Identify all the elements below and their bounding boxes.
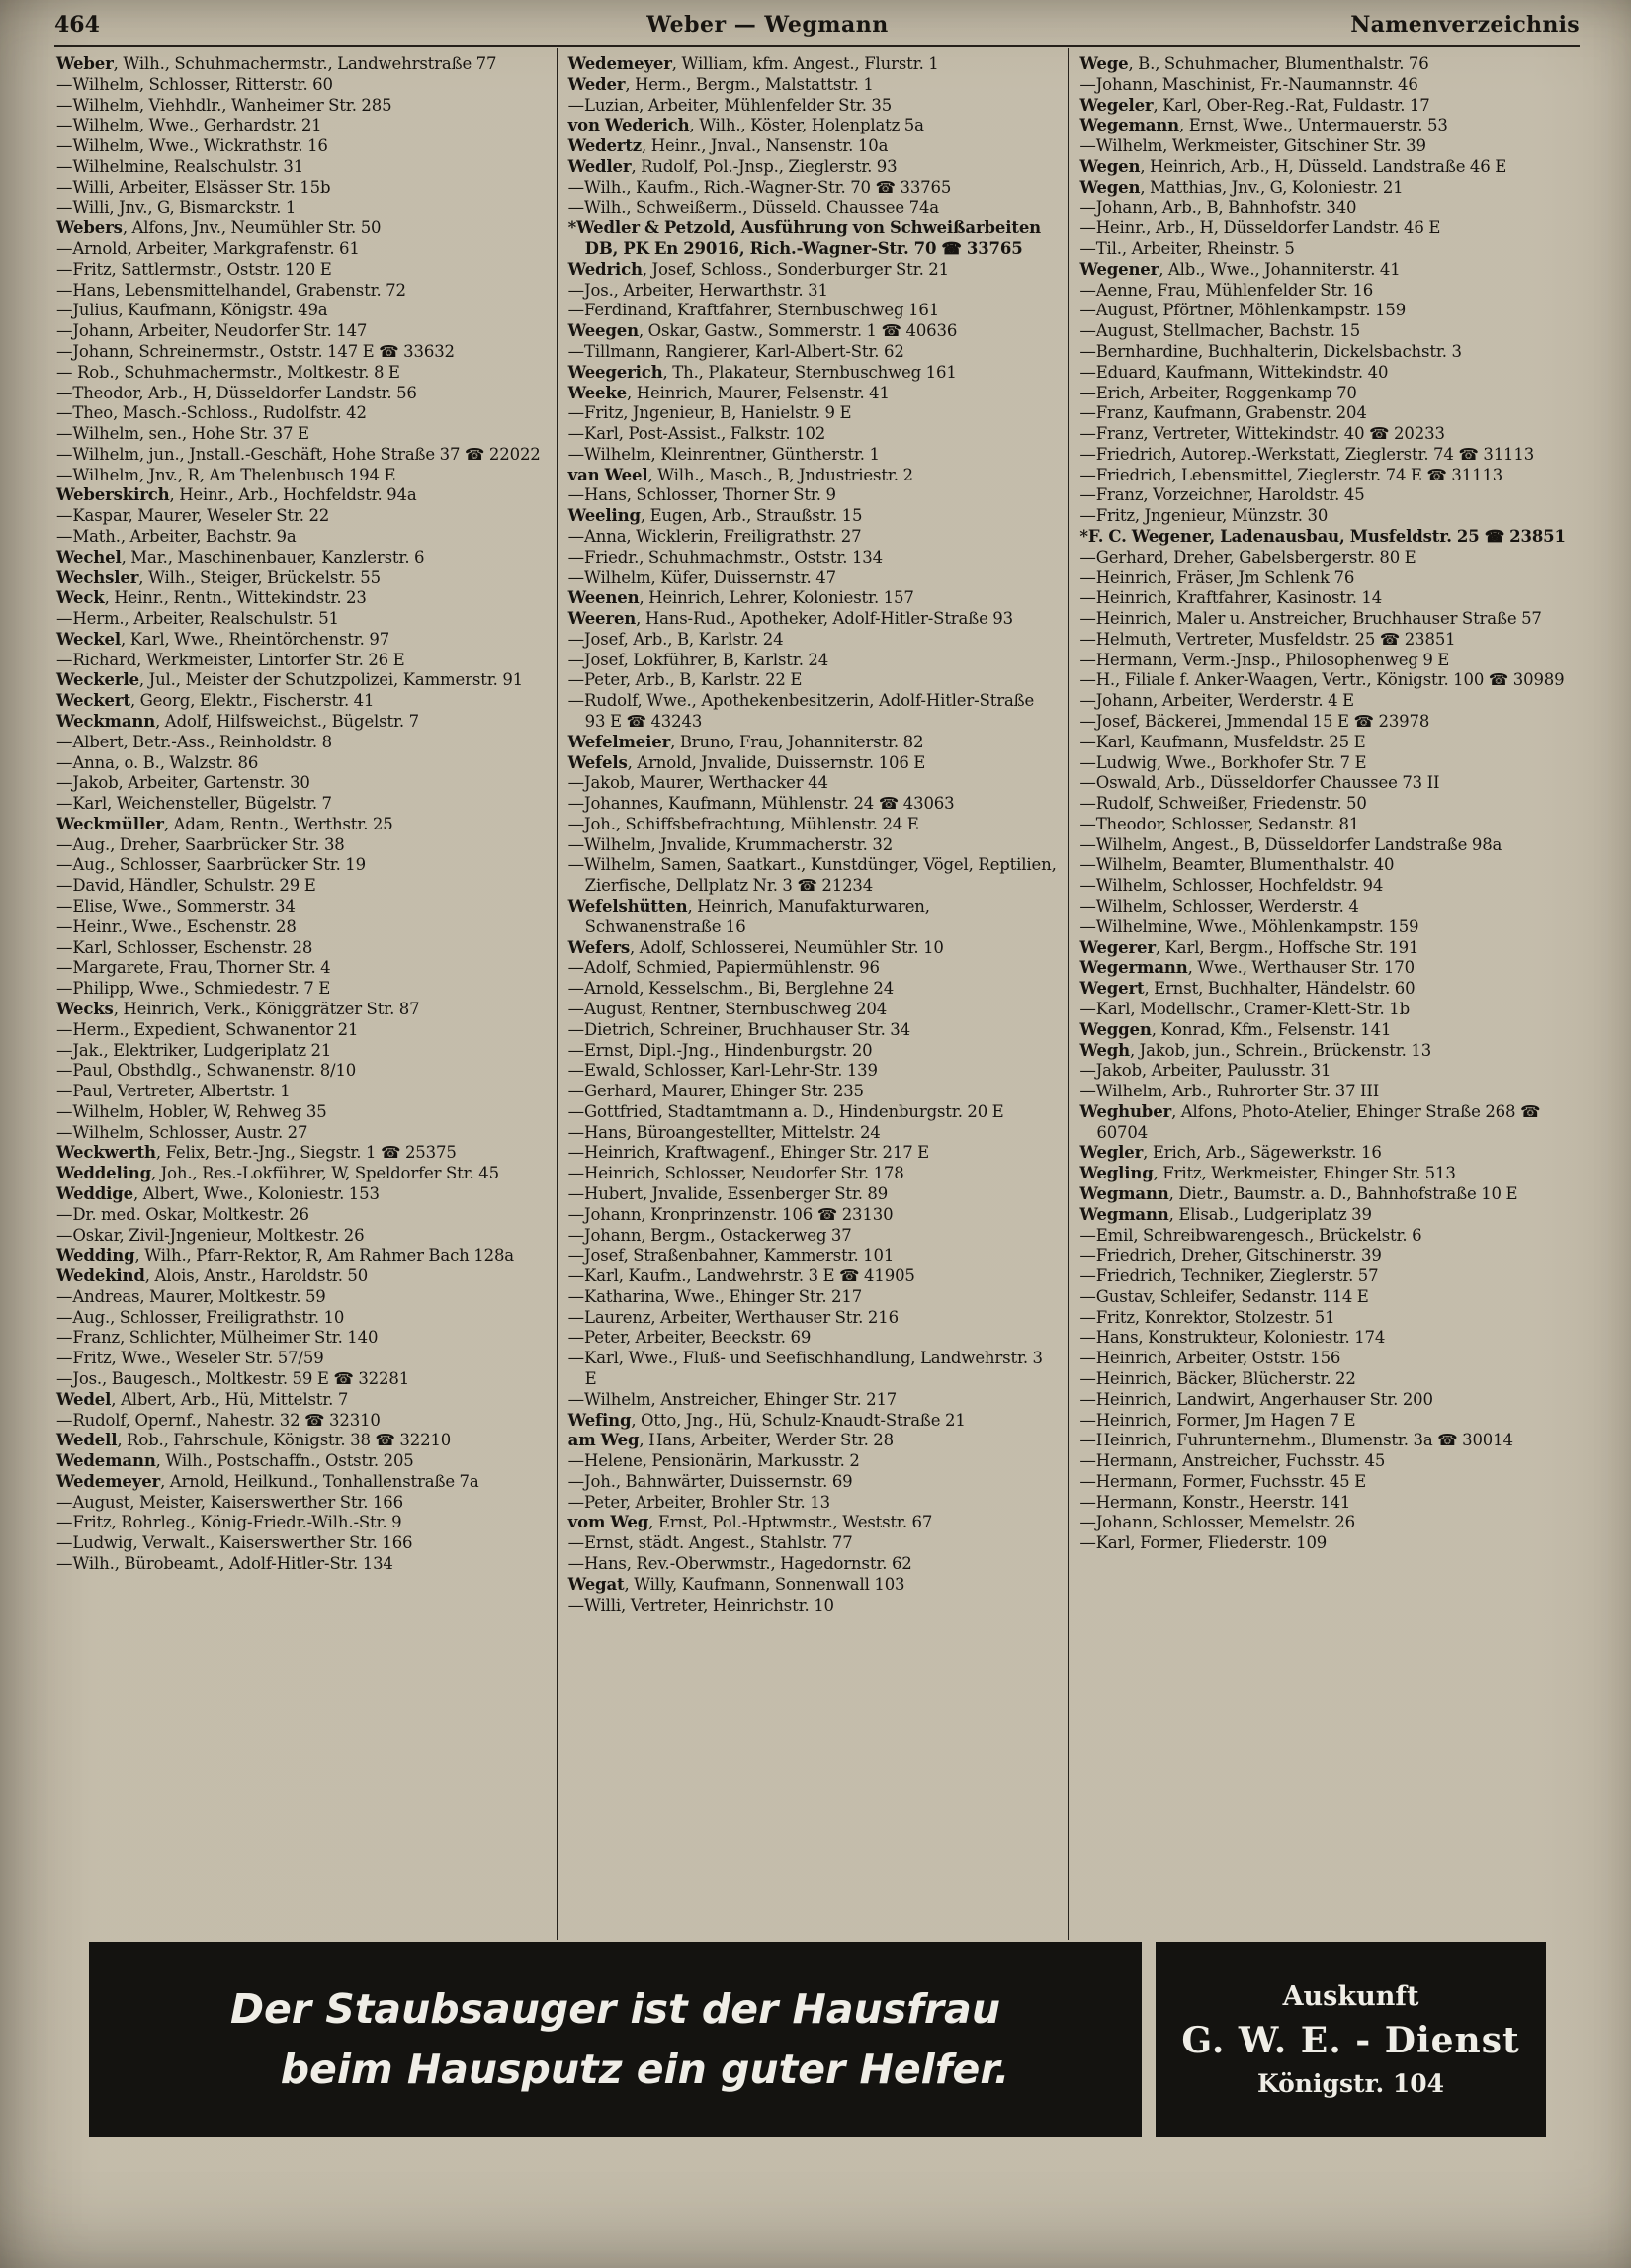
directory-entry: —Wilhelmine, Wwe., Möhlenkampstr. 159 <box>1079 916 1419 936</box>
directory-entry: —Karl, Former, Fliederstr. 109 <box>1079 1533 1328 1553</box>
directory-entry: —Josef, Straßenbahner, Kammerstr. 101 <box>567 1246 895 1265</box>
directory-entry: —Friedrich, Autorep.-Werkstatt, Zieglerstr. 74 ☎ 31113 <box>1079 444 1535 464</box>
directory-entry: —Herm., Arbeiter, Realschulstr. 51 <box>56 609 339 629</box>
directory-entry: —Wilhelm, Arb., Ruhrorter Str. 37 III <box>1079 1082 1380 1101</box>
directory-entry: Wegler, Erich, Arb., Sägewerkstr. 16 <box>1079 1143 1382 1163</box>
directory-entry: Wedler, Rudolf, Pol.-Jnsp., Zieglerstr. 93 <box>567 156 898 176</box>
directory-entry: —Hermann, Anstreicher, Fuchsstr. 45 <box>1079 1451 1386 1471</box>
directory-entry: —Peter, Arb., B, Karlstr. 22 E <box>567 670 803 690</box>
directory-entry: Weggen, Konrad, Kfm., Felsenstr. 141 <box>1079 1019 1392 1039</box>
directory-entry: Weckwerth, Felix, Betr.-Jng., Siegstr. 1 ☎ 25375 <box>56 1143 457 1163</box>
directory-entry: —Karl, Kaufm., Landwehrstr. 3 E ☎ 41905 <box>567 1266 915 1286</box>
directory-entry: —Heinrich, Former, Jm Hagen 7 E <box>1079 1410 1356 1430</box>
directory-entry: —Helmuth, Vertreter, Musfeldstr. 25 ☎ 23851 <box>1079 629 1456 649</box>
directory-entry: Weber, Wilh., Schuhmachermstr., Landwehrstraße 77 <box>56 54 497 73</box>
directory-entry: Wegemann, Ernst, Wwe., Untermauerstr. 53 <box>1079 116 1448 135</box>
directory-entry: —Heinrich, Bäcker, Blücherstr. 22 <box>1079 1369 1356 1388</box>
directory-entry: —August, Stellmacher, Bachstr. 15 <box>1079 321 1361 341</box>
directory-entry: Wechel, Mar., Maschinenbauer, Kanzlerstr. 6 <box>56 547 425 567</box>
directory-entry: Wedell, Rob., Fahrschule, Königstr. 38 ☎ 32210 <box>56 1431 452 1450</box>
directory-entry: —Karl, Post-Assist., Falkstr. 102 <box>567 424 826 444</box>
directory-entry: van Weel, Wilh., Masch., B, Jndustriestr. 2 <box>567 465 913 484</box>
directory-entry: —Friedrich, Lebensmittel, Zieglerstr. 74 E ☎ 31113 <box>1079 465 1503 484</box>
directory-entry: —Oswald, Arb., Düsseldorfer Chaussee 73 II <box>1079 773 1440 793</box>
directory-entry: —Rudolf, Schweißer, Friedenstr. 50 <box>1079 794 1367 814</box>
ad-slogan <box>89 1942 1142 2137</box>
directory-entry: —Heinrich, Arbeiter, Oststr. 156 <box>1079 1349 1341 1368</box>
directory-entry: —Aenne, Frau, Mühlenfelder Str. 16 <box>1079 280 1374 300</box>
directory-entry: —Wilhelm, Viehhdlr., Wanheimer Str. 285 <box>56 95 392 115</box>
directory-entry: —Joh., Schiffsbefrachtung, Mühlenstr. 24 E <box>567 814 919 833</box>
directory-entry: —Richard, Werkmeister, Lintorfer Str. 26 E <box>56 650 405 669</box>
directory-entry: — Rob., Schuhmachermstr., Moltkestr. 8 E <box>56 362 400 382</box>
directory-entry: —Emil, Schreibwarengesch., Brückelstr. 6 <box>1079 1225 1422 1245</box>
directory-entry: —Oskar, Zivil-Jngenieur, Moltkestr. 26 <box>56 1225 365 1245</box>
directory-entry: Weeren, Hans-Rud., Apotheker, Adolf-Hitler-Straße 93 <box>567 609 1014 629</box>
directory-entry: —Wilhelm, Jnvalide, Krummacherstr. 32 <box>567 834 894 854</box>
directory-entry: —Fritz, Jngenieur, Münzstr. 30 <box>1079 506 1329 526</box>
directory-entry: —Rudolf, Opernf., Nahestr. 32 ☎ 32310 <box>56 1410 381 1430</box>
directory-entry: Wegen, Matthias, Jnv., G, Koloniestr. 21 <box>1079 177 1404 197</box>
directory-entry: —Margarete, Frau, Thorner Str. 4 <box>56 958 331 978</box>
directory-entry: —Jakob, Maurer, Werthacker 44 <box>567 773 828 793</box>
directory-entry: —Rudolf, Wwe., Apothekenbesitzerin, Adolf-Hitler-Straße 93 E ☎ 43243 <box>567 691 1035 731</box>
directory-entry: —Franz, Vertreter, Wittekindstr. 40 ☎ 20233 <box>1079 424 1445 444</box>
directory-entry: Weckerle, Jul., Meister der Schutzpolizei, Kammerstr. 91 <box>56 670 524 690</box>
directory-entry: Weder, Herm., Bergm., Malstattstr. 1 <box>567 74 874 94</box>
directory-entry: Weenen, Heinrich, Lehrer, Koloniestr. 157 <box>567 588 914 608</box>
directory-entry: —Ernst, Dipl.-Jng., Hindenburgstr. 20 <box>567 1040 873 1060</box>
directory-entry: Wegmann, Dietr., Baumstr. a. D., Bahnhofstraße 10 E <box>1079 1183 1518 1203</box>
directory-entry: Wefers, Adolf, Schlosserei, Neumühler Str. 10 <box>567 937 944 957</box>
directory-entry: Weckmüller, Adam, Rentn., Werthstr. 25 <box>56 814 393 833</box>
directory-entry: —Wilhelm, Jnv., R, Am Thelenbusch 194 E <box>56 465 396 484</box>
directory-entry: Wedekind, Alois, Anstr., Haroldstr. 50 <box>56 1266 369 1286</box>
directory-entry: —Wilh., Kaufm., Rich.-Wagner-Str. 70 ☎ 33765 <box>567 177 952 197</box>
directory-entry: —Ernst, städt. Angest., Stahlstr. 77 <box>567 1533 853 1553</box>
directory-entry: Weghuber, Alfons, Photo-Atelier, Ehinger Straße 268 ☎ 60704 <box>1079 1101 1541 1142</box>
directory-entry: von Wederich, Wilh., Köster, Holenplatz 5a <box>567 116 924 135</box>
directory-entry: —Luzian, Arbeiter, Mühlenfelder Str. 35 <box>567 95 893 115</box>
directory-entry: —Jakob, Arbeiter, Gartenstr. 30 <box>56 773 310 793</box>
ad-contact-line2: G. W. E. - Dienst <box>1181 2020 1520 2061</box>
directory-entry: —Wilhelm, sen., Hohe Str. 37 E <box>56 424 309 444</box>
directory-entry: —Helene, Pensionärin, Markusstr. 2 <box>567 1451 860 1471</box>
directory-entry: —Johann, Arbeiter, Neudorfer Str. 147 <box>56 321 368 341</box>
directory-entry: Wedemann, Wilh., Postschaffn., Oststr. 205 <box>56 1451 414 1471</box>
directory-entry: —Aug., Schlosser, Saarbrücker Str. 19 <box>56 855 367 875</box>
directory-entry: —Julius, Kaufmann, Königstr. 49a <box>56 301 328 320</box>
directory-entry: —Karl, Wwe., Fluß- und Seefischhandlung, Landwehrstr. 3 E <box>567 1349 1043 1388</box>
directory-entry: —Wilhelm, Kleinrentner, Güntherstr. 1 <box>567 444 880 464</box>
directory-entry: —Fritz, Rohrleg., König-Friedr.-Wilh.-Str. 9 <box>56 1513 402 1532</box>
directory-entry: Weberskirch, Heinr., Arb., Hochfeldstr. 94a <box>56 485 417 505</box>
directory-entry: Wegen, Heinrich, Arb., H, Düsseld. Landstraße 46 E <box>1079 156 1507 176</box>
directory-entry: —Wilhelm, Schlosser, Austr. 27 <box>56 1122 308 1142</box>
directory-entry: —Jos., Arbeiter, Herwarthstr. 31 <box>567 280 828 300</box>
directory-entry: —Wilhelm, Angest., B, Düsseldorfer Landstraße 98a <box>1079 834 1502 854</box>
directory-columns <box>54 48 1580 1940</box>
ad-contact-line3: Königstr. 104 <box>1256 2069 1445 2098</box>
directory-entry: —Johann, Schreinermstr., Oststr. 147 E ☎ 33632 <box>56 341 455 361</box>
directory-entry: —Karl, Kaufmann, Musfeldstr. 25 E <box>1079 732 1366 751</box>
directory-entry: Webers, Alfons, Jnv., Neumühler Str. 50 <box>56 218 382 238</box>
directory-entry: Wedel, Albert, Arb., Hü, Mittelstr. 7 <box>56 1389 349 1409</box>
ad-contact-line1: Auskunft <box>1282 1981 1419 2012</box>
directory-entry: —Hans, Rev.-Oberwmstr., Hagedornstr. 62 <box>567 1554 912 1574</box>
directory-entry: Wedemeyer, Arnold, Heilkund., Tonhallenstraße 7a <box>56 1471 479 1491</box>
directory-entry: Wegerer, Karl, Bergm., Hoffsche Str. 191 <box>1079 937 1419 957</box>
directory-entry: —Math., Arbeiter, Bachstr. 9a <box>56 526 297 546</box>
directory-entry: —Wilhelm, Schlosser, Werderstr. 4 <box>1079 897 1359 916</box>
directory-entry: —Wilhelm, Küfer, Duissernstr. 47 <box>567 567 836 587</box>
directory-entry: Weeke, Heinrich, Maurer, Felsenstr. 41 <box>567 383 890 402</box>
directory-entry: —Franz, Schlichter, Mülheimer Str. 140 <box>56 1328 379 1348</box>
directory-entry: —Fritz, Sattlermstr., Oststr. 120 E <box>56 259 332 279</box>
directory-entry: —Willi, Arbeiter, Elsässer Str. 15b <box>56 177 331 197</box>
directory-entry: —Andreas, Maurer, Moltkestr. 59 <box>56 1286 326 1306</box>
directory-entry: —Wilh., Bürobeamt., Adolf-Hitler-Str. 134 <box>56 1554 393 1574</box>
directory-entry: —Tillmann, Rangierer, Karl-Albert-Str. 62 <box>567 341 904 361</box>
directory-entry: —Heinrich, Kraftwagenf., Ehinger Str. 217 E <box>567 1143 930 1163</box>
directory-entry: —Adolf, Schmied, Papiermühlenstr. 96 <box>567 958 880 978</box>
directory-entry: —Hermann, Konstr., Heerstr. 141 <box>1079 1492 1351 1512</box>
directory-entry: Weegerich, Th., Plakateur, Sternbuschweg 161 <box>567 362 957 382</box>
directory-entry: —Theodor, Arb., H, Düsseldorfer Landstr. 56 <box>56 383 417 402</box>
directory-entry: —H., Filiale f. Anker-Waagen, Vertr., Königstr. 100 ☎ 30989 <box>1079 670 1565 690</box>
directory-entry: —David, Händler, Schulstr. 29 E <box>56 876 316 896</box>
directory-entry: —Johann, Schlosser, Memelstr. 26 <box>1079 1513 1355 1532</box>
directory-entry: —Gerhard, Maurer, Ehinger Str. 235 <box>567 1082 864 1101</box>
directory-entry: —Wilh., Schweißerm., Düsseld. Chaussee 74a <box>567 198 939 218</box>
directory-entry: —Johann, Maschinist, Fr.-Naumannstr. 46 <box>1079 74 1418 94</box>
directory-entry: —Hubert, Jnvalide, Essenberger Str. 89 <box>567 1183 889 1203</box>
page-number: 464 <box>54 12 100 38</box>
directory-entry: Wegat, Willy, Kaufmann, Sonnenwall 103 <box>567 1574 905 1594</box>
directory-entry: Wegeler, Karl, Ober-Reg.-Rat, Fuldastr. 17 <box>1079 95 1430 115</box>
directory-entry: —Theo, Masch.-Schloss., Rudolfstr. 42 <box>56 403 367 423</box>
directory-entry: —Bernhardine, Buchhalterin, Dickelsbachstr. 3 <box>1079 341 1462 361</box>
directory-entry: Wechsler, Wilh., Steiger, Brückelstr. 55 <box>56 567 382 587</box>
directory-entry: *F. C. Wegener, Ladenausbau, Musfeldstr. 25 ☎ 23851 <box>1079 526 1566 546</box>
directory-entry: —Wilhelm, Schlosser, Ritterstr. 60 <box>56 74 333 94</box>
directory-entry: —Eduard, Kaufmann, Wittekindstr. 40 <box>1079 362 1389 382</box>
directory-entry: Wegermann, Wwe., Werthauser Str. 170 <box>1079 958 1415 978</box>
directory-entry: —Hans, Konstrukteur, Koloniestr. 174 <box>1079 1328 1386 1348</box>
directory-entry: —Fritz, Wwe., Weseler Str. 57/59 <box>56 1349 324 1368</box>
directory-entry: —Friedrich, Techniker, Zieglerstr. 57 <box>1079 1266 1379 1286</box>
header-rule <box>54 45 1580 47</box>
directory-entry: Wefels, Arnold, Jnvalide, Duissernstr. 106 E <box>567 752 926 772</box>
directory-entry: Wegener, Alb., Wwe., Johanniterstr. 41 <box>1079 259 1401 279</box>
directory-entry: Weckel, Karl, Wwe., Rheintörchenstr. 97 <box>56 629 390 649</box>
ad-slogan-line1: Der Staubsauger ist der Hausfrau <box>229 1984 1001 2033</box>
directory-entry: —Friedrich, Dreher, Gitschinerstr. 39 <box>1079 1246 1382 1265</box>
directory-entry: —Arnold, Arbeiter, Markgrafenstr. 61 <box>56 239 360 259</box>
ad-contact-box <box>1156 1942 1546 2137</box>
directory-entry: —Wilhelm, Beamter, Blumenthalstr. 40 <box>1079 855 1395 875</box>
ad-banner <box>89 1942 1546 2137</box>
directory-entry: —Laurenz, Arbeiter, Werthauser Str. 216 <box>567 1307 899 1327</box>
directory-entry: —Wilhelm, Werkmeister, Gitschiner Str. 39 <box>1079 136 1426 156</box>
directory-entry: —Peter, Arbeiter, Brohler Str. 13 <box>567 1492 830 1512</box>
directory-entry: —Erich, Arbeiter, Roggenkamp 70 <box>1079 383 1357 402</box>
directory-entry: —Josef, Lokführer, B, Karlstr. 24 <box>567 650 829 669</box>
directory-entry: —Jos., Baugesch., Moltkestr. 59 E ☎ 32281 <box>56 1369 410 1388</box>
directory-entry: —Hermann, Former, Fuchsstr. 45 E <box>1079 1471 1367 1491</box>
directory-entry: —Hans, Schlosser, Thorner Str. 9 <box>567 485 836 505</box>
directory-entry: —Karl, Weichensteller, Bügelstr. 7 <box>56 794 332 814</box>
directory-entry: Wefing, Otto, Jng., Hü, Schulz-Knaudt-Straße 21 <box>567 1410 966 1430</box>
directory-entry: —Johann, Bergm., Ostackerweg 37 <box>567 1225 852 1245</box>
directory-entry: Weck, Heinr., Rentn., Wittekindstr. 23 <box>56 588 367 608</box>
directory-entry: —Paul, Vertreter, Albertstr. 1 <box>56 1082 291 1101</box>
directory-entry: —Anna, o. B., Walzstr. 86 <box>56 752 259 772</box>
directory-entry: —Til., Arbeiter, Rheinstr. 5 <box>1079 239 1295 259</box>
directory-entry: Wedding, Wilh., Pfarr-Rektor, R, Am Rahmer Bach 128a <box>56 1246 514 1265</box>
directory-entry: —Joh., Bahnwärter, Duissernstr. 69 <box>567 1471 853 1491</box>
directory-entry: Wegling, Fritz, Werkmeister, Ehinger Str. 513 <box>1079 1164 1456 1183</box>
directory-entry: —Karl, Schlosser, Eschenstr. 28 <box>56 937 313 957</box>
directory-entry: —Wilhelm, jun., Jnstall.-Geschäft, Hohe Straße 37 ☎ 22022 <box>56 444 541 464</box>
directory-entry: —Ferdinand, Kraftfahrer, Sternbuschweg 161 <box>567 301 940 320</box>
directory-entry: —Ludwig, Wwe., Borkhofer Str. 7 E <box>1079 752 1367 772</box>
directory-entry: —Karl, Modellschr., Cramer-Klett-Str. 1b <box>1079 999 1411 1018</box>
directory-entry: —Gerhard, Dreher, Gabelsbergerstr. 80 E <box>1079 547 1416 567</box>
directory-entry: Wecks, Heinrich, Verk., Königgrätzer Str. 87 <box>56 999 420 1018</box>
directory-entry: Wedemeyer, William, kfm. Angest., Flurstr. 1 <box>567 54 939 73</box>
directory-entry: —Jakob, Arbeiter, Paulusstr. 31 <box>1079 1061 1331 1081</box>
directory-entry: —Theodor, Schlosser, Sedanstr. 81 <box>1079 814 1360 833</box>
directory-entry: Wegh, Jakob, jun., Schrein., Brückenstr. 13 <box>1079 1040 1432 1060</box>
directory-entry: am Weg, Hans, Arbeiter, Werder Str. 28 <box>567 1431 894 1450</box>
directory-entry: Wefelmeier, Bruno, Frau, Johanniterstr. 82 <box>567 732 924 751</box>
page-header <box>54 12 1580 38</box>
directory-entry: —Aug., Dreher, Saarbrücker Str. 38 <box>56 834 345 854</box>
directory-entry: Wege, B., Schuhmacher, Blumenthalstr. 76 <box>1079 54 1429 73</box>
directory-entry: —Heinr., Arb., H, Düsseldorfer Landstr. 46 E <box>1079 218 1441 238</box>
directory-entry: —Heinrich, Maler u. Anstreicher, Bruchhauser Straße 57 <box>1079 609 1542 629</box>
directory-entry: —Gottfried, Stadtamtmann a. D., Hindenburgstr. 20 E <box>567 1101 1004 1121</box>
directory-entry: —Peter, Arbeiter, Beeckstr. 69 <box>567 1328 812 1348</box>
directory-entry: —Elise, Wwe., Sommerstr. 34 <box>56 897 296 916</box>
directory-entry: —Friedr., Schuhmachmstr., Oststr. 134 <box>567 547 883 567</box>
directory-entry: Wedrich, Josef, Schloss., Sonderburger Str. 21 <box>567 259 949 279</box>
column-3 <box>1068 48 1580 1940</box>
directory-entry: —Albert, Betr.-Ass., Reinholdstr. 8 <box>56 732 332 751</box>
directory-entry: vom Weg, Ernst, Pol.-Hptwmstr., Weststr. 67 <box>567 1513 933 1532</box>
directory-entry: Wegert, Ernst, Buchhalter, Händelstr. 60 <box>1079 979 1416 999</box>
directory-entry: Wefelshütten, Heinrich, Manufakturwaren, Schwanenstraße 16 <box>567 897 930 936</box>
directory-entry: —Wilhelmine, Realschulstr. 31 <box>56 156 304 176</box>
directory-entry: —Hans, Büroangestellter, Mittelstr. 24 <box>567 1122 881 1142</box>
directory-entry: —Heinrich, Kraftfahrer, Kasinostr. 14 <box>1079 588 1383 608</box>
directory-entry: —Anna, Wicklerin, Freiligrathstr. 27 <box>567 526 862 546</box>
directory-entry: —Katharina, Wwe., Ehinger Str. 217 <box>567 1286 863 1306</box>
directory-entry: —Willi, Vertreter, Heinrichstr. 10 <box>567 1595 834 1614</box>
column-1 <box>54 48 557 1940</box>
directory-entry: —Ewald, Schlosser, Karl-Lehr-Str. 139 <box>567 1061 878 1081</box>
page-title: Weber — Wegmann <box>646 12 889 38</box>
directory-entry: —August, Rentner, Sternbuschweg 204 <box>567 999 888 1018</box>
directory-entry: Weeling, Eugen, Arb., Straußstr. 15 <box>567 506 863 526</box>
directory-entry: —Johannes, Kaufmann, Mühlenstr. 24 ☎ 43063 <box>567 794 955 814</box>
directory-entry: *Wedler & Petzold, Ausführung von Schweißarbeiten DB, PK En 29016, Rich.-Wagner-Str. 70 ☎ 33765 <box>567 218 1042 259</box>
directory-entry: —Wilhelm, Wwe., Wickrathstr. 16 <box>56 136 328 156</box>
directory-entry: —August, Pförtner, Möhlenkampstr. 159 <box>1079 301 1407 320</box>
directory-entry: Weckmann, Adolf, Hilfsweichst., Bügelstr. 7 <box>56 712 419 731</box>
directory-entry: —Heinr., Wwe., Eschenstr. 28 <box>56 916 297 936</box>
directory-entry: —Heinrich, Schlosser, Neudorfer Str. 178 <box>567 1164 904 1183</box>
directory-entry: —Heinrich, Fuhrunternehm., Blumenstr. 3a ☎ 30014 <box>1079 1431 1513 1450</box>
directory-entry: —Jak., Elektriker, Ludgeriplatz 21 <box>56 1040 332 1060</box>
ad-slogan-line2: beim Hausputz ein guter Helfer. <box>280 2046 1010 2093</box>
directory-entry: —August, Meister, Kaiserswerther Str. 166 <box>56 1492 403 1512</box>
directory-entry: —Dietrich, Schreiner, Bruchhauser Str. 34 <box>567 1019 910 1039</box>
directory-entry: —Wilhelm, Samen, Saatkart., Kunstdünger, Vögel, Reptilien, Zierfische, Dellplatz Nr. 3 ☎ 21234 <box>567 855 1057 896</box>
directory-entry: —Kaspar, Maurer, Weseler Str. 22 <box>56 506 330 526</box>
directory-entry: Wegmann, Elisab., Ludgeriplatz 39 <box>1079 1204 1372 1224</box>
directory-entry: —Josef, Arb., B, Karlstr. 24 <box>567 629 784 649</box>
directory-entry: —Paul, Obsthdlg., Schwanenstr. 8/10 <box>56 1061 357 1081</box>
directory-entry: —Gustav, Schleifer, Sedanstr. 114 E <box>1079 1286 1369 1306</box>
section-title: Namenverzeichnis <box>1350 12 1580 38</box>
directory-entry: Weegen, Oskar, Gastw., Sommerstr. 1 ☎ 40636 <box>567 321 958 341</box>
directory-entry: —Heinrich, Fräser, Jm Schlenk 76 <box>1079 567 1355 587</box>
directory-entry: —Johann, Kronprinzenstr. 106 ☎ 23130 <box>567 1204 894 1224</box>
directory-entry: —Philipp, Wwe., Schmiedestr. 7 E <box>56 979 331 999</box>
directory-entry: —Arnold, Kesselschm., Bi, Berglehne 24 <box>567 979 895 999</box>
directory-entry: —Willi, Jnv., G, Bismarckstr. 1 <box>56 198 297 218</box>
directory-entry: —Dr. med. Oskar, Moltkestr. 26 <box>56 1204 309 1224</box>
column-2 <box>557 48 1069 1940</box>
directory-entry: Weddige, Albert, Wwe., Koloniestr. 153 <box>56 1183 380 1203</box>
directory-entry: —Hermann, Verm.-Jnsp., Philosophenweg 9 E <box>1079 650 1450 669</box>
directory-entry: —Wilhelm, Wwe., Gerhardstr. 21 <box>56 116 322 135</box>
directory-entry: —Fritz, Konrektor, Stolzestr. 51 <box>1079 1307 1335 1327</box>
directory-entry: —Josef, Bäckerei, Jmmendal 15 E ☎ 23978 <box>1079 712 1430 731</box>
directory-entry: —Johann, Arb., B, Bahnhofstr. 340 <box>1079 198 1357 218</box>
directory-entry: Weddeling, Joh., Res.-Lokführer, W, Speldorfer Str. 45 <box>56 1164 499 1183</box>
directory-entry: —Wilhelm, Anstreicher, Ehinger Str. 217 <box>567 1389 898 1409</box>
directory-entry: —Ludwig, Verwalt., Kaiserswerther Str. 166 <box>56 1533 413 1553</box>
directory-entry: —Aug., Schlosser, Freiligrathstr. 10 <box>56 1307 345 1327</box>
directory-entry: —Wilhelm, Schlosser, Hochfeldstr. 94 <box>1079 876 1384 896</box>
directory-entry: —Franz, Kaufmann, Grabenstr. 204 <box>1079 403 1367 423</box>
directory-entry: —Herm., Expedient, Schwanentor 21 <box>56 1019 359 1039</box>
directory-entry: —Johann, Arbeiter, Werderstr. 4 E <box>1079 691 1354 711</box>
directory-entry: Wedertz, Heinr., Jnval., Nansenstr. 10a <box>567 136 889 156</box>
directory-entry: —Fritz, Jngenieur, B, Hanielstr. 9 E <box>567 403 852 423</box>
directory-entry: —Heinrich, Landwirt, Angerhauser Str. 200 <box>1079 1389 1433 1409</box>
directory-entry: —Wilhelm, Hobler, W, Rehweg 35 <box>56 1101 327 1121</box>
directory-entry: Weckert, Georg, Elektr., Fischerstr. 41 <box>56 691 375 711</box>
directory-entry: —Hans, Lebensmittelhandel, Grabenstr. 72 <box>56 280 406 300</box>
directory-entry: —Franz, Vorzeichner, Haroldstr. 45 <box>1079 485 1365 505</box>
